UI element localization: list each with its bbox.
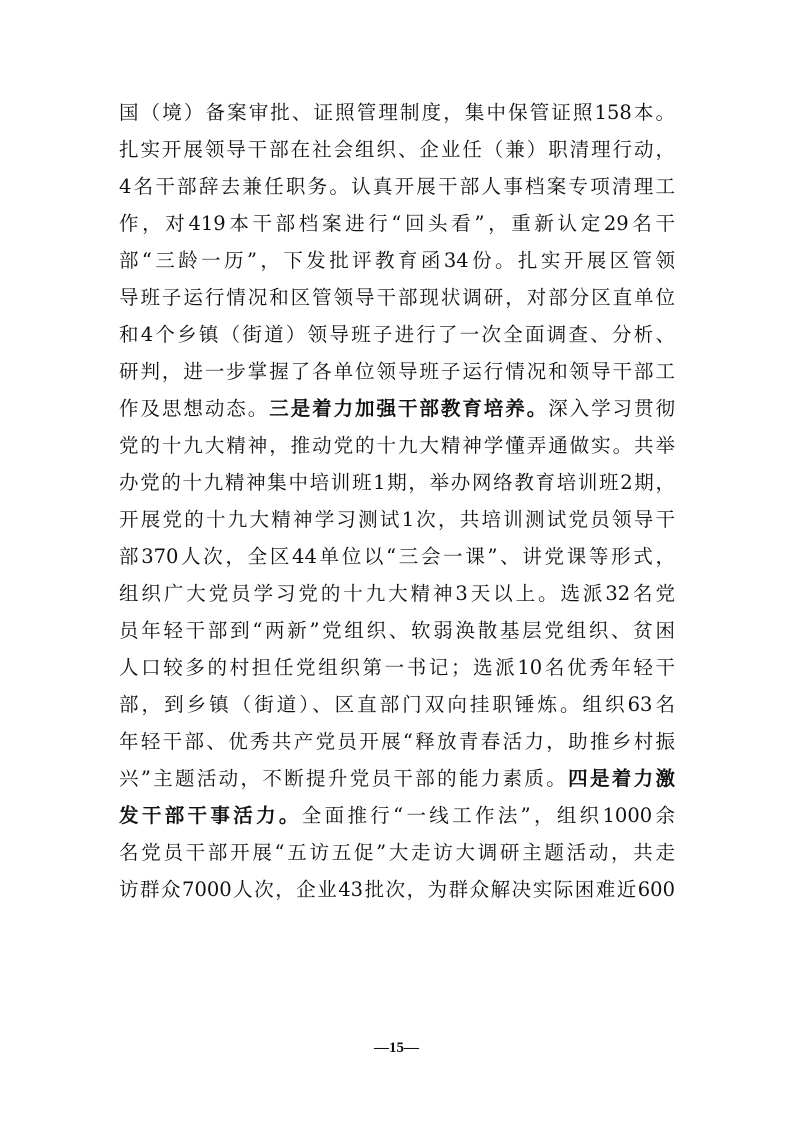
text-line [119, 723, 675, 760]
body-text-segment: 员年轻干部到“两新”党组织、软弱涣散基层党组织、贫困 [119, 619, 675, 642]
bold-heading-text: 发干部干事活力。 [119, 804, 302, 827]
body-text-segment: 和4个乡镇（街道）领导班子进行了一次全面调查、分析、 [119, 323, 675, 346]
text-line [119, 612, 675, 649]
text-line [119, 538, 675, 575]
text-line [119, 575, 675, 612]
text-line [119, 279, 675, 316]
body-text-segment: 作及思想动态。 [119, 397, 270, 420]
text-line [119, 760, 675, 797]
body-text-segment: 部，到乡镇（街道）、区直部门双向挂职锤炼。组织63名 [119, 693, 675, 716]
body-text-segment: 深入学习贯彻 [548, 397, 675, 420]
body-text-segment: 兴”主题活动，不断提升党员干部的能力素质。 [119, 767, 569, 790]
body-text-segment: 4名干部辞去兼任职务。认真开展干部人事档案专项清理工 [119, 175, 675, 198]
body-text-segment: 党的十九大精神，推动党的十九大精神学懂弄通做实。共举 [119, 434, 675, 457]
body-text-segment: 人口较多的村担任党组织第一书记；选派10名优秀年轻干 [119, 656, 675, 679]
body-text-segment: 扎实开展领导干部在社会组织、企业任（兼）职清理行动， [119, 138, 675, 161]
text-line [119, 94, 675, 131]
body-text-segment: 全面推行“一线工作法”，组织1000余 [301, 804, 675, 827]
text-line [119, 168, 675, 205]
text-line [119, 242, 675, 279]
text-line [119, 797, 675, 834]
body-text-segment: 国（境）备案审批、证照管理制度，集中保管证照158本。 [119, 101, 675, 124]
text-line [119, 501, 675, 538]
text-line [119, 464, 675, 501]
body-text-segment: 部“三龄一历”，下发批评教育函34份。扎实开展区管领 [119, 249, 675, 272]
body-text-segment: 作，对419本干部档案进行“回头看”，重新认定29名干 [119, 212, 675, 235]
body-text-segment: 开展党的十九大精神学习测试1次，共培训测试党员领导干 [119, 508, 675, 531]
text-line [119, 131, 675, 168]
page-number: —15— [374, 1040, 419, 1056]
text-line [119, 686, 675, 723]
body-text-segment: 年轻干部、优秀共产党员开展“释放青春活力，助推乡村振 [119, 730, 675, 753]
body-text-segment: 名党员干部开展“五访五促”大走访大调研主题活动，共走 [119, 841, 675, 864]
text-line [119, 390, 675, 427]
text-line [119, 834, 675, 871]
body-text-segment: 组织广大党员学习党的十九大精神3天以上。选派32名党 [119, 582, 675, 605]
body-text-segment: 办党的十九精神集中培训班1期，举办网络教育培训班2期， [119, 471, 675, 494]
text-line [119, 316, 675, 353]
text-line [119, 871, 675, 908]
bold-heading-text: 四是着力激 [568, 767, 675, 790]
text-line [119, 427, 675, 464]
body-text-segment: 研判，进一步掌握了各单位领导班子运行情况和领导干部工 [119, 360, 675, 383]
text-line [119, 205, 675, 242]
bold-heading-text: 三是着力加强干部教育培养。 [269, 397, 549, 420]
text-line [119, 649, 675, 686]
body-text-segment: 访群众7000人次，企业43批次，为群众解决实际困难近600 [119, 878, 675, 901]
body-text-segment: 部370人次，全区44单位以“三会一课”、讲党课等形式， [119, 545, 675, 568]
body-paragraph [119, 94, 675, 908]
text-line [119, 353, 675, 390]
body-text-segment: 导班子运行情况和区管领导干部现状调研，对部分区直单位 [119, 286, 675, 309]
